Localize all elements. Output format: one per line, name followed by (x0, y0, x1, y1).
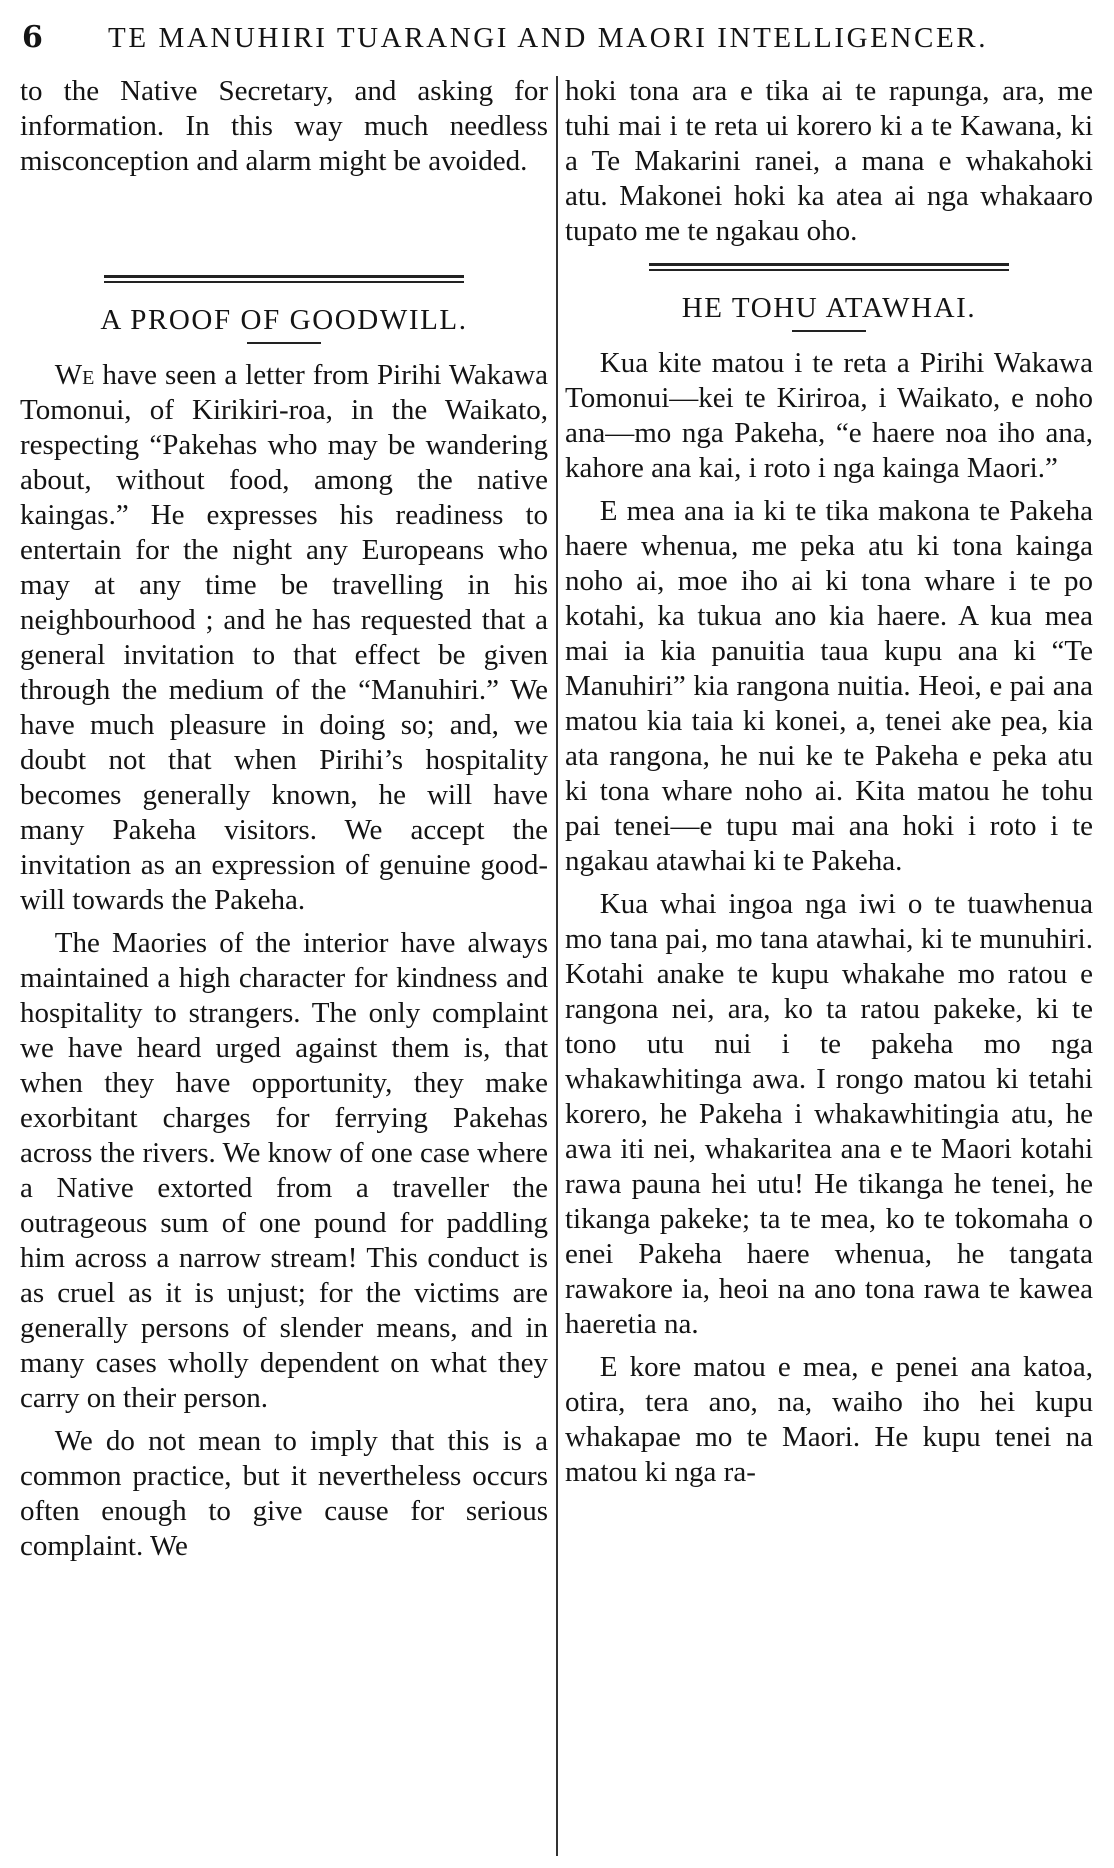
right-column-maori (565, 74, 1093, 1490)
left-intro-paragraph: to the Native Secretary, and asking for information. In this way much needless misconception and alarm might be avoided. (20, 75, 548, 177)
paragraph-opening-word: We (54, 359, 95, 391)
section-heading-maori: HE TOHU ATAWHAI. (681, 292, 977, 324)
page-header (0, 14, 1114, 58)
column-divider (556, 76, 558, 1856)
left-column-english (20, 74, 548, 1564)
right-paragraph-3: Kua whai ingoa nga iwi o te tuawhenua mo tana pai, mo tana atawhai, ki te munuhiri. Kotahi anake te kupu whakahe mo ratou e rangona nei, ara, ko ta ratou pakeke, ki te tono utu nui i te pakeha mo nga whakawhitinga awa. I rongo matou ki tetahi korero, he Pakeha i whakawhitingia atu, he awa iti nei, whakaritea ana e te Maori kotahi rawa pauna hei utu! He tikanga he tenei, he tikanga pakeke; ta te mea, ko te tokomaha o enei Pakeha haere whenua, he tangata rawakore ia, heoi na ano tona rawa te kawea haeretia na. (565, 888, 1093, 1340)
heading-short-rule-maori (792, 330, 866, 332)
page-number: 6 (22, 20, 43, 55)
section-double-rule (104, 275, 463, 283)
section-double-rule-maori (649, 263, 1008, 271)
newspaper-title: TE MANUHIRI TUARANGI AND MAORI INTELLIGENCER. (108, 22, 989, 54)
right-paragraph-4: E kore matou e mea, e penei ana katoa, otira, tera ano, na, waiho iho hei kupu whakapae mo te Maori. He kupu tenei na matou ki nga ra- (565, 1351, 1093, 1488)
right-paragraph-2: E mea ana ia ki te tika makona te Pakeha haere whenua, me peka atu ki tona kainga noho ai, moe iho ai ki tona whare i te po kotahi, ka tukua ano kia haere. A kua mea mai ia kia panuitia taua kupu ana ki “Te Manuhiri” kia rangona nuitia. Heoi, e pai ana matou kia taia ki konei, a, tenei ake pea, kia ata rangona, he nui ke te Pakeha e peka atu ki tona whare noho ai. Kita matou he tohu pai tenei—e tupu mai ana hoki i roto i te ngakau atawhai ki te Pakeha. (565, 495, 1093, 877)
heading-short-rule (247, 342, 321, 344)
right-intro-paragraph: hoki tona ara e tika ai te rapunga, ara, me tuhi mai i te reta ui korero ki a te Kawana, ki a Te Makarini ranei, a mana e whakahoki atu. Makonei hoki ka atea ai nga whakaaro tupato me te ngakau oho. (565, 75, 1093, 247)
left-paragraph-1 (20, 358, 548, 918)
left-paragraph-2: The Maories of the interior have always maintained a high character for kindness and hospitality to strangers. The only complaint we have heard urged against them is, that when they have opportunity, they make exorbitant charges for ferrying Pakehas across the rivers. We know of one case where a Native extorted from a traveller the outrageous sum of one pound for paddling him across a narrow stream! This conduct is as cruel as it is unjust; for the victims are generally persons of slender means, and in many cases wholly dependent on what they carry on their person. (20, 927, 548, 1414)
left-paragraph-3: We do not mean to imply that this is a common practice, but it nevertheless occurs often enough to give cause for serious complaint. We (20, 1425, 548, 1562)
left-paragraph-1-text: have seen a letter from Pirihi Wakawa Tomonui, of Kirikiri-roa, in the Waikato, respecting “Pakehas who may be wandering about, without food, among the native kaingas.” He expresses his readiness to entertain for the night any Europeans who may at any time be travelling in his neighbourhood ; and he has requested that a general invitation to that effect be given through the medium of the “Manuhiri.” We have much pleasure in doing so; and, we doubt not that when Pirihi’s hospitality becomes generally known, he will have many Pakeha visitors. We accept the invitation as an expression of genuine good-will towards the Pakeha. (20, 359, 548, 916)
section-heading-english: A PROOF OF GOODWILL. (100, 304, 468, 336)
right-paragraph-1: Kua kite matou i te reta a Pirihi Wakawa Tomonui—kei te Kiriroa, i Waikato, e noho ana—mo nga Pakeha, “e haere noa iho ana, kahore ana kai, i roto i nga kainga Maori.” (565, 347, 1093, 484)
